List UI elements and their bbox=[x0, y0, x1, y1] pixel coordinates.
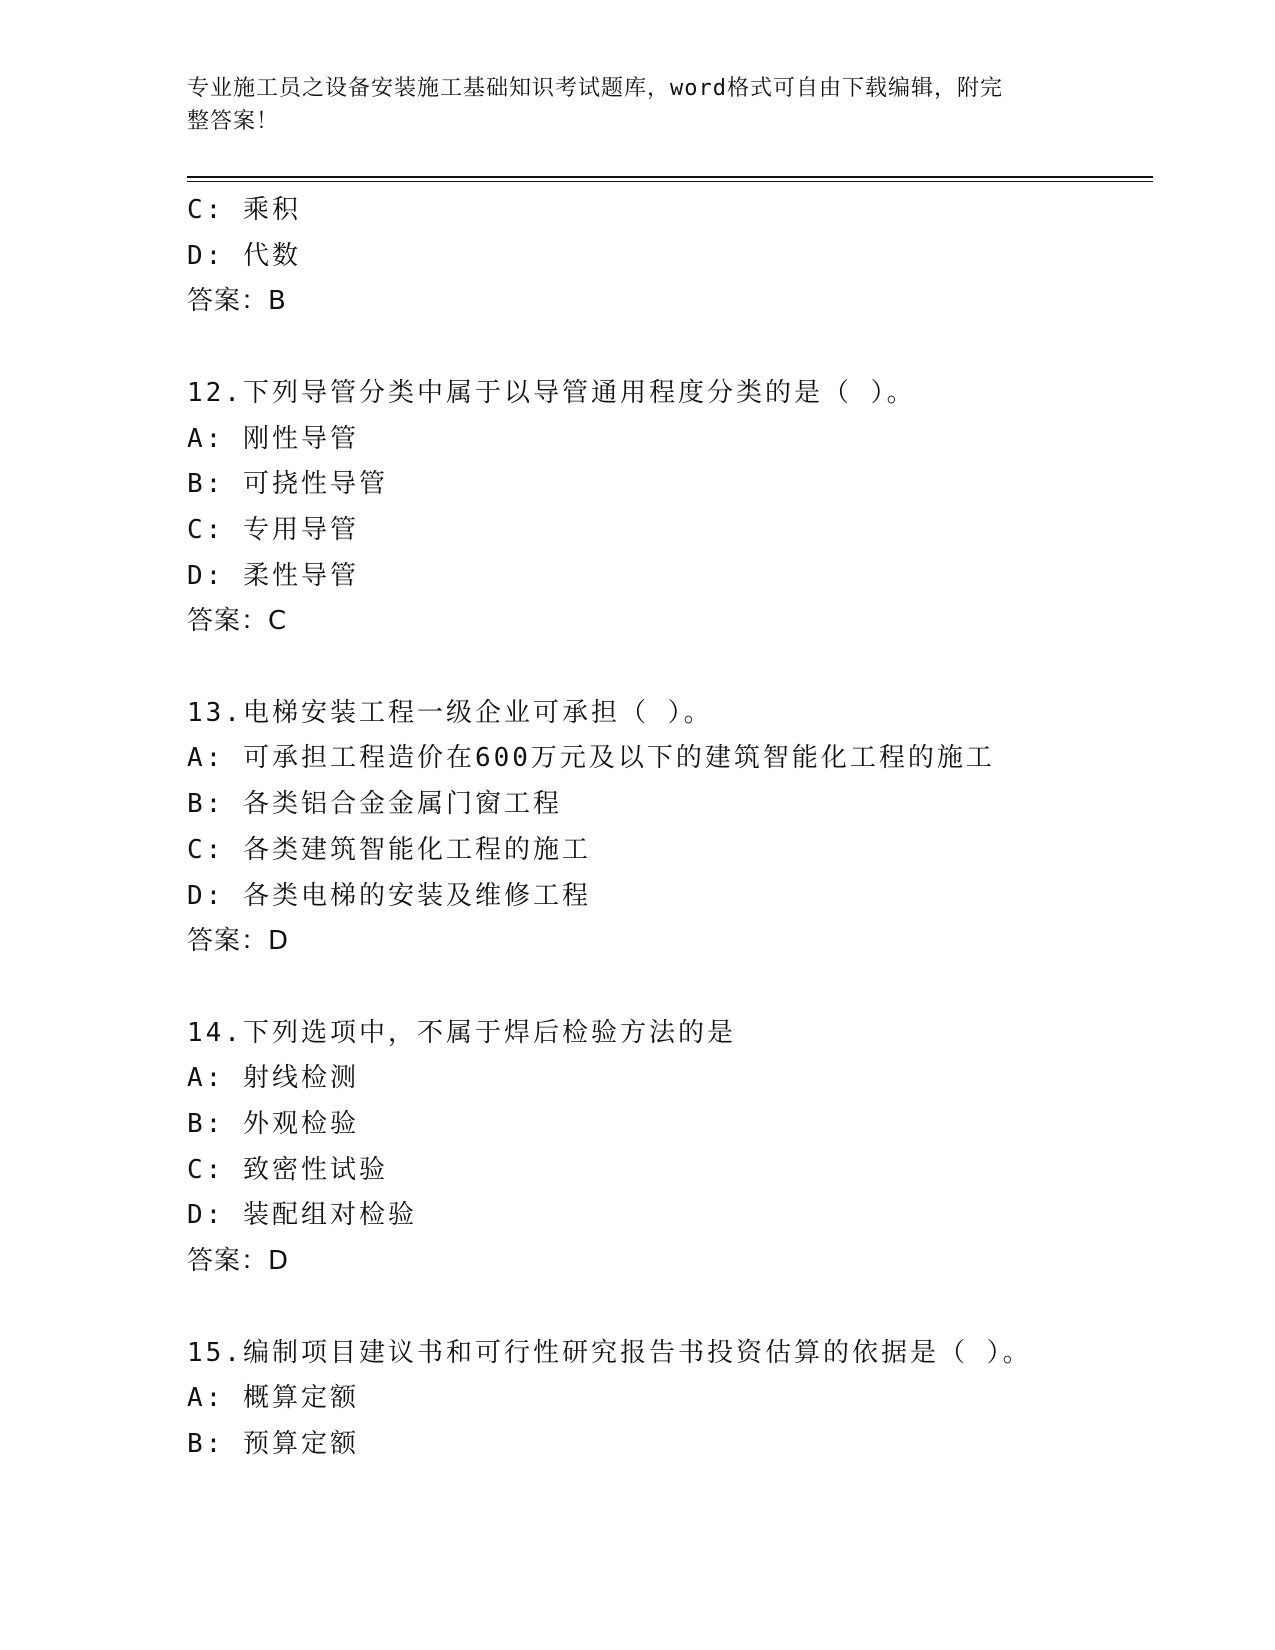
option-d: D: 代数 bbox=[187, 240, 301, 271]
answer: 答案：B bbox=[187, 286, 287, 317]
option-b: B: 外观检验 bbox=[187, 1109, 359, 1140]
option-a: A: 射线检测 bbox=[187, 1063, 359, 1094]
option-b: B: 各类铝合金金属门窗工程 bbox=[187, 789, 562, 820]
option-d: D: 各类电梯的安装及维修工程 bbox=[187, 880, 591, 911]
answer: 答案：D bbox=[187, 1246, 290, 1277]
option-c: C: 乘积 bbox=[187, 195, 301, 225]
question-15: 15.编制项目建议书和可行性研究报告书投资估算的依据是（ ）。 bbox=[187, 1337, 1032, 1368]
question-12: 12.下列导管分类中属于以导管通用程度分类的是（ ）。 bbox=[187, 377, 916, 408]
document-header bbox=[187, 72, 1067, 138]
answer: 答案：C bbox=[187, 606, 288, 637]
question-list bbox=[187, 188, 1147, 1468]
header-line-1: 专业施工员之设备安装施工基础知识考试题库，word格式可自由下载编辑，附完 bbox=[187, 76, 1003, 101]
answer: 答案：D bbox=[187, 926, 290, 957]
option-c: C: 致密性试验 bbox=[187, 1154, 388, 1185]
question-14: 14.下列选项中，不属于焊后检验方法的是 bbox=[187, 1017, 736, 1048]
header-line-2: 整答案！ bbox=[187, 109, 280, 134]
option-b: B: 可挠性导管 bbox=[187, 469, 388, 500]
header-divider bbox=[187, 176, 1153, 182]
option-c: C: 专用导管 bbox=[187, 514, 359, 545]
option-d: D: 装配组对检验 bbox=[187, 1200, 417, 1231]
option-a: A: 刚性导管 bbox=[187, 423, 359, 454]
option-c: C: 各类建筑智能化工程的施工 bbox=[187, 834, 591, 865]
option-d: D: 柔性导管 bbox=[187, 560, 359, 591]
option-a: A: 概算定额 bbox=[187, 1383, 359, 1414]
option-a: A: 可承担工程造价在600万元及以下的建筑智能化工程的施工 bbox=[187, 743, 995, 774]
option-b: B: 预算定额 bbox=[187, 1428, 359, 1459]
question-13: 13.电梯安装工程一级企业可承担（ ）。 bbox=[187, 697, 713, 728]
